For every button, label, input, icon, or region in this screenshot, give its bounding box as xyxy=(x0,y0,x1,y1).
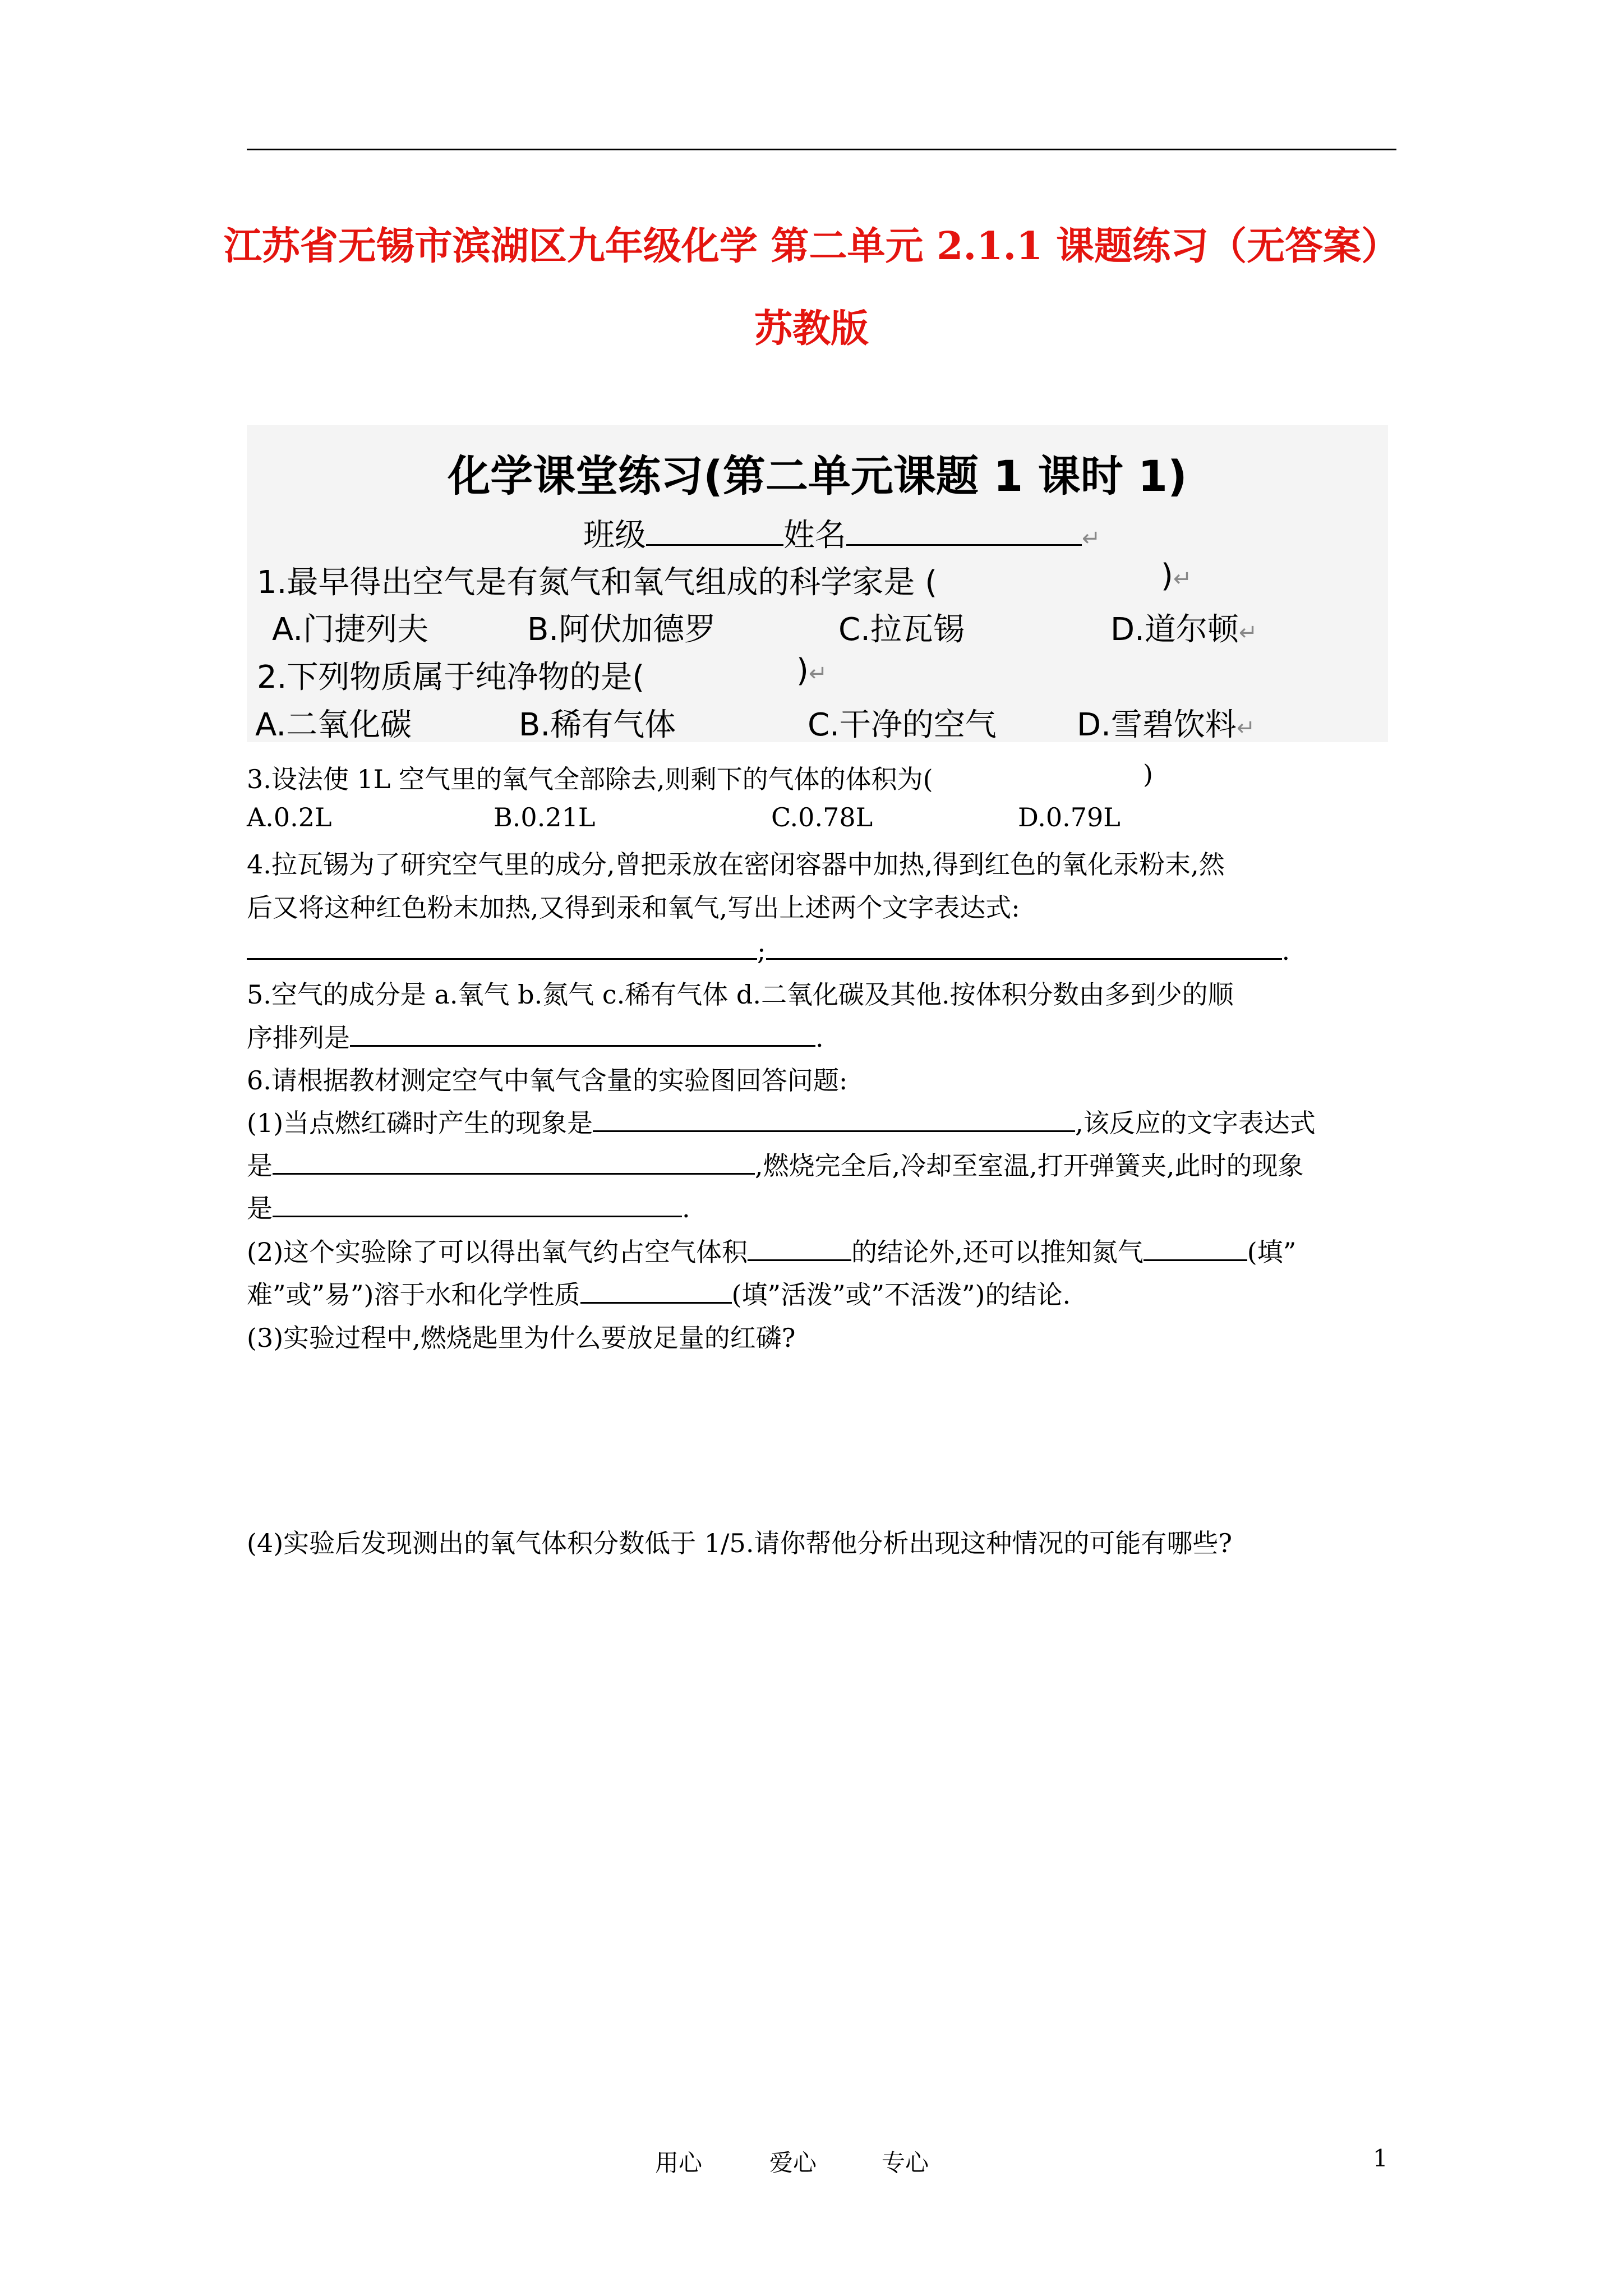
return-mark-icon: ↵ xyxy=(1082,526,1101,551)
banner-q2-close xyxy=(796,652,827,689)
q6-p2-e: (填”活泼”或”不活泼”)的结论. xyxy=(731,1280,1071,1310)
banner-q1-stem xyxy=(257,558,937,602)
q4-answer-line xyxy=(247,931,1290,966)
class-blank[interactable] xyxy=(646,517,783,546)
class-name-line xyxy=(583,510,1101,555)
q4-blank-1[interactable] xyxy=(247,931,757,960)
name-label: 姓名 xyxy=(783,517,846,554)
q3-option-c: C.0.78L xyxy=(771,802,873,832)
return-mark-icon: ↵ xyxy=(1173,566,1192,592)
q3-close: ) xyxy=(1143,759,1153,789)
q5-prefix: 序排列是 xyxy=(247,1023,350,1053)
q3-stem: 3.设法使 1L 空气里的氧气全部除去,则剩下的气体的体积为( xyxy=(247,764,933,794)
q6-p1-line3 xyxy=(247,1188,690,1225)
class-label: 班级 xyxy=(583,517,646,554)
q3-option-b: B.0.21L xyxy=(494,802,596,832)
q6-p1-blank-2[interactable] xyxy=(273,1146,755,1175)
q5-blank[interactable] xyxy=(350,1018,815,1047)
footer-slogan-2: 爱心 xyxy=(769,2149,817,2177)
q6-p1-c: 是 xyxy=(247,1151,273,1181)
q6-p2-blank-3[interactable] xyxy=(580,1275,732,1304)
q1-close-text: ) xyxy=(1161,558,1173,594)
q6-p1-d: ,燃烧完全后,冷却至室温,打开弹簧夹,此时的现象 xyxy=(755,1151,1304,1181)
q6-p1-line1 xyxy=(247,1103,1316,1140)
q6-p1-b: ,该反应的文字表达式 xyxy=(1075,1108,1316,1138)
document-title-line1: 江苏省无锡市滨湖区九年级化学 第二单元 2.1.1 课题练习（无答案） xyxy=(223,224,1400,269)
banner-title: 化学课堂练习(第二单元课题 1 课时 1) xyxy=(448,451,1187,501)
q6-p2-blank-2[interactable] xyxy=(1144,1232,1247,1261)
q4-blank-2[interactable] xyxy=(766,931,1282,960)
q6-stem: 6.请根据教材测定空气中氧气含量的实验图回答问题: xyxy=(247,1065,848,1096)
q1-option-d xyxy=(1110,605,1257,650)
q2-option-d-text: D.雪碧饮料 xyxy=(1077,707,1237,743)
q4-line1: 4.拉瓦锡为了研究空气里的成分,曾把汞放在密闭容器中加热,得到红色的氧化汞粉末,然 xyxy=(247,849,1225,880)
footer-slogan-1: 用心 xyxy=(655,2149,703,2177)
q6-p1-a: (1)当点燃红磷时产生的现象是 xyxy=(247,1108,593,1138)
q2-option-c: C.干净的空气 xyxy=(808,707,997,743)
document-title-line2: 苏教版 xyxy=(754,306,869,351)
q2-option-d xyxy=(1077,700,1255,745)
q6-p1-blank-1[interactable] xyxy=(593,1103,1075,1132)
footer-slogan-3: 专心 xyxy=(882,2149,929,2177)
banner-q2-stem: 2.下列物质属于纯净物的是( xyxy=(257,659,645,696)
q4-line2: 后又将这种红色粉末加热,又得到汞和氧气,写出上述两个文字表达式: xyxy=(247,892,1020,923)
q5-end: . xyxy=(815,1023,824,1053)
q5-line2 xyxy=(247,1018,824,1055)
q3-option-d: D.0.79L xyxy=(1018,802,1121,832)
q6-p2-a: (2)这个实验除了可以得出氧气约占空气体积 xyxy=(247,1237,748,1267)
q6-p2-line2 xyxy=(247,1274,1071,1312)
q5-line1: 5.空气的成分是 a.氧气 b.氮气 c.稀有气体 d.二氧化碳及其他.按体积分数由多到少的顺 xyxy=(247,979,1234,1010)
q4-end: . xyxy=(1281,936,1290,966)
return-mark-icon: ↵ xyxy=(1236,715,1256,741)
return-mark-icon: ↵ xyxy=(1238,620,1258,646)
banner-q1-close xyxy=(1161,558,1192,594)
q6-p4: (4)实验后发现测出的氧气体积分数低于 1/5.请你帮他分析出现这种情况的可能有哪些? xyxy=(247,1528,1233,1558)
exercise-banner xyxy=(247,425,1388,742)
q2-option-b: B.稀有气体 xyxy=(519,707,676,743)
q6-p3: (3)实验过程中,燃烧匙里为什么要放足量的红磷? xyxy=(247,1323,796,1353)
q6-p1-f: . xyxy=(682,1193,690,1223)
header-rule xyxy=(247,149,1396,150)
q6-p2-line1 xyxy=(247,1232,1296,1269)
q3-option-a: A.0.2L xyxy=(247,802,332,832)
q6-p2-b: 的结论外,还可以推知氮气 xyxy=(851,1237,1144,1267)
q6-p1-blank-3[interactable] xyxy=(273,1189,682,1217)
q2-close-text: ) xyxy=(796,652,809,689)
q6-p2-d: 难”或”易”)溶于水和化学性质 xyxy=(247,1280,580,1310)
name-blank[interactable] xyxy=(846,517,1082,546)
q1-option-d-text: D.道尔顿 xyxy=(1110,611,1239,648)
q1-option-c: C.拉瓦锡 xyxy=(838,611,965,648)
return-mark-icon: ↵ xyxy=(808,661,828,687)
q6-p2-c: (填” xyxy=(1247,1237,1297,1267)
page-number: 1 xyxy=(1373,2145,1388,2172)
q6-p1-e: 是 xyxy=(247,1193,273,1223)
q1-option-a: A.门捷列夫 xyxy=(272,611,429,648)
q2-option-a: A.二氧化碳 xyxy=(255,707,412,743)
q1-option-b: B.阿伏加德罗 xyxy=(527,611,716,648)
q6-p1-line2 xyxy=(247,1145,1304,1182)
q6-p2-blank-1[interactable] xyxy=(748,1232,851,1261)
q4-separator: ; xyxy=(757,936,766,966)
q1-stem-text: 1.最早得出空气是有氮气和氧气组成的科学家是 ( xyxy=(257,564,938,601)
